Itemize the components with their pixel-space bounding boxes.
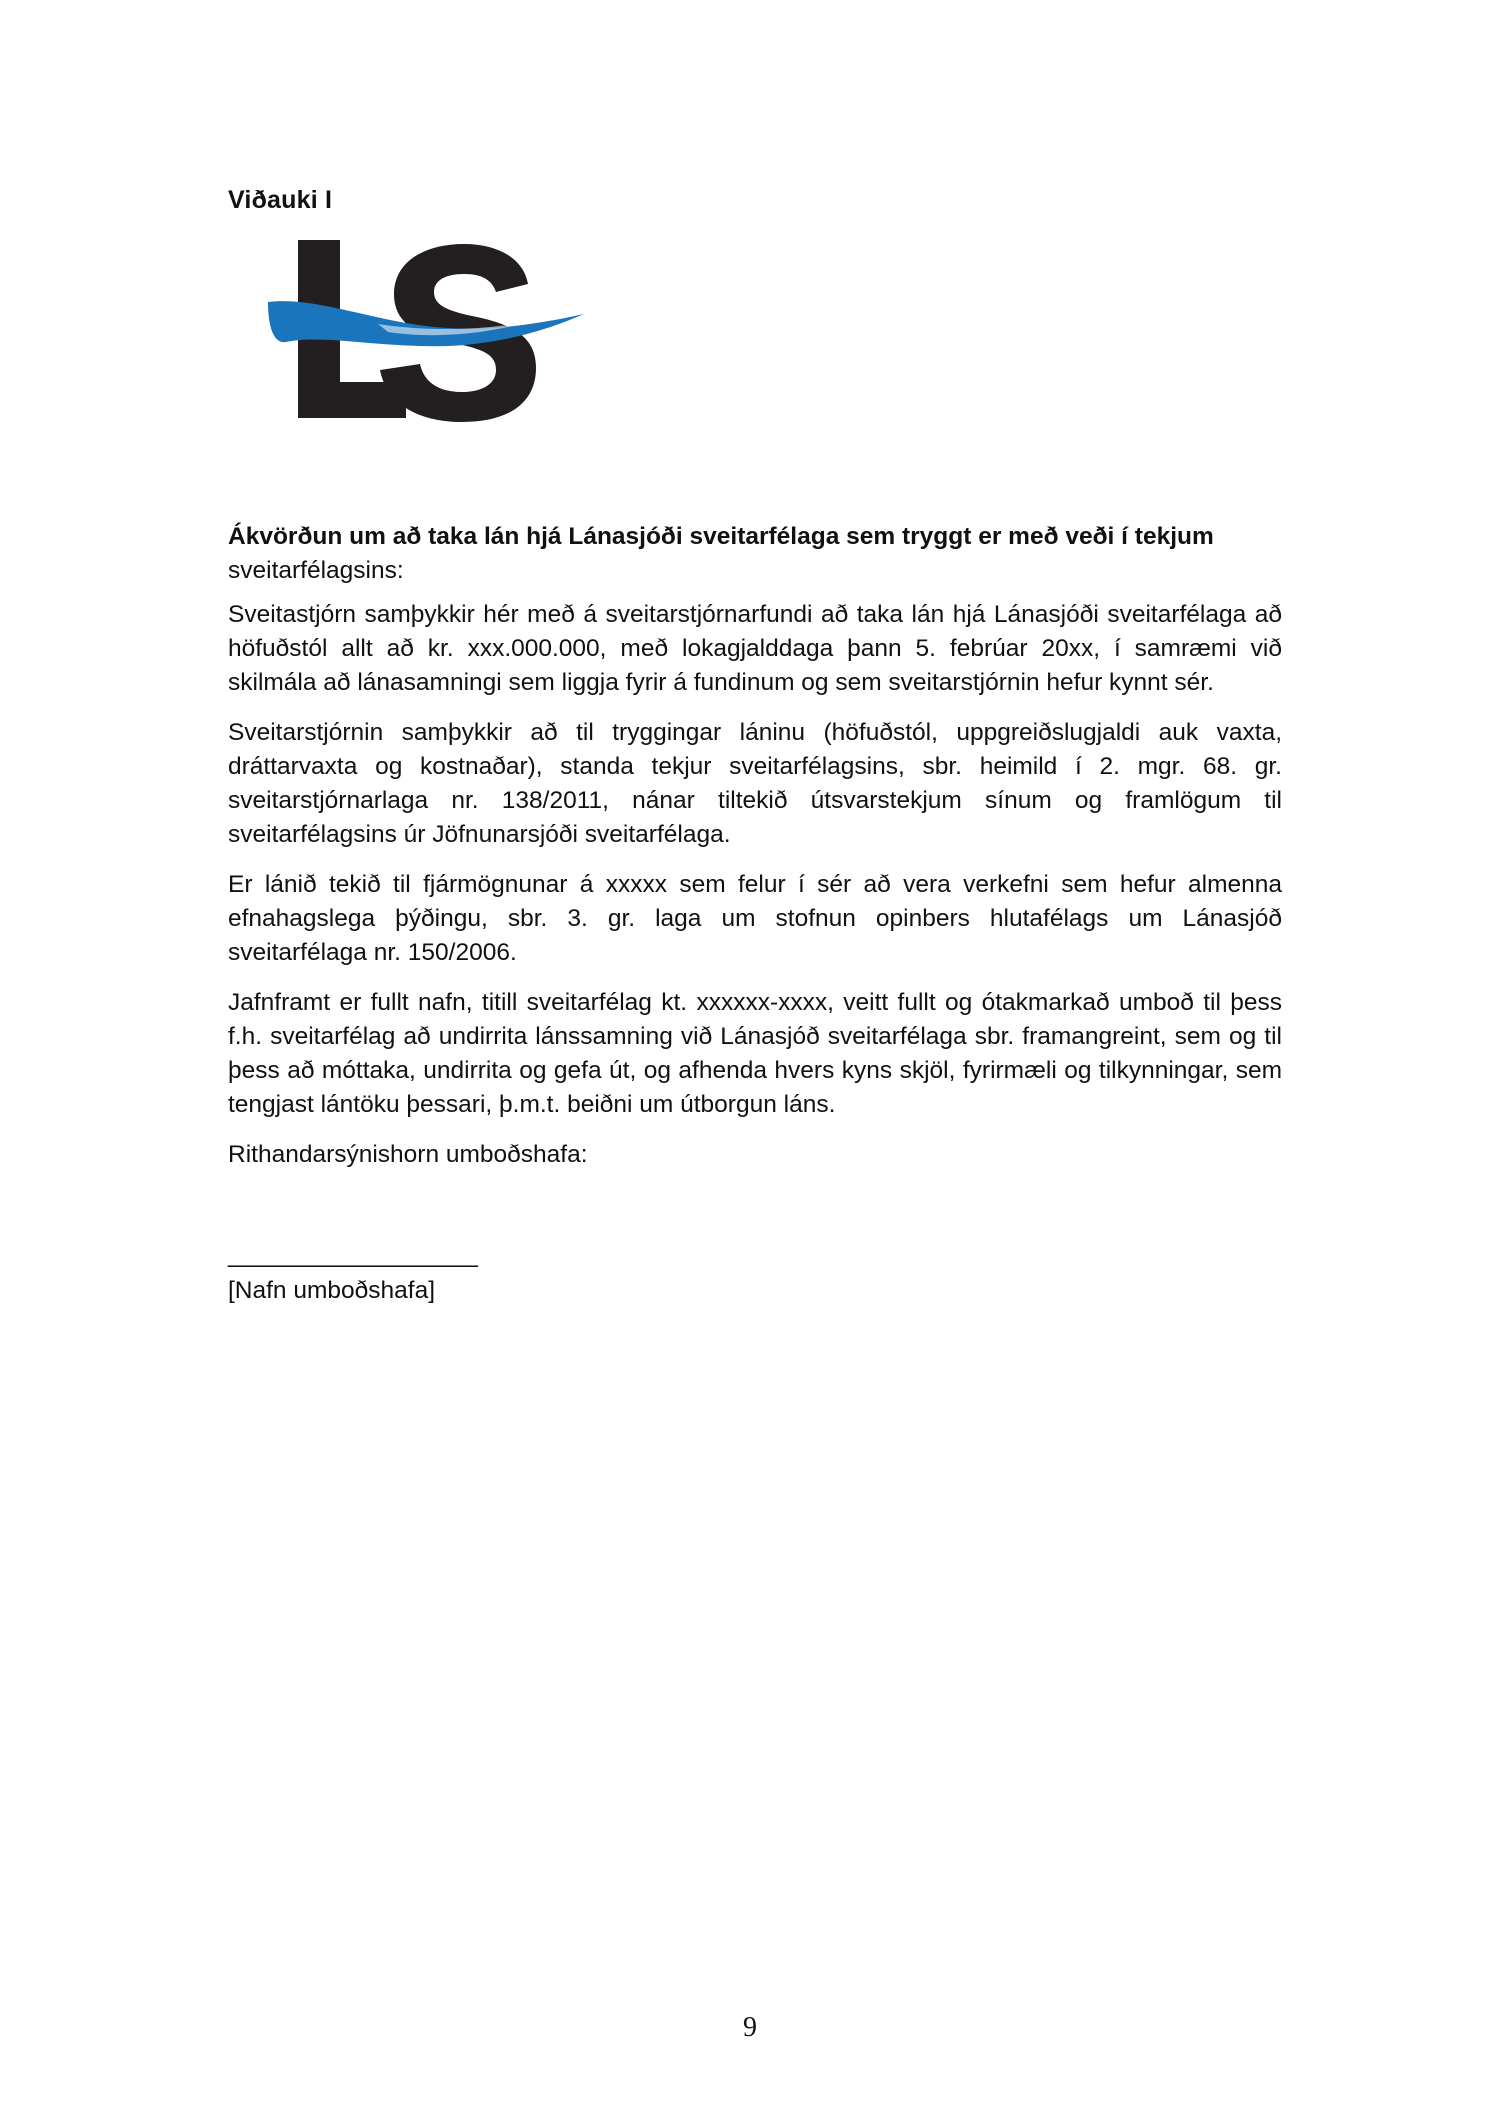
decision-heading: [228, 520, 1282, 588]
ls-logo: [228, 232, 608, 454]
page-number: 9: [743, 2012, 757, 2043]
paragraph-purpose: Er lánið tekið til fjármögnunar á xxxxx sem felur í sér að vera verkefni sem hefur almenna efnahagslega þýðingu, sbr. 3. gr. laga um stofnun opinbers hlutafélags um Lánasjóð sveitarfélaga nr. 150/2006.: [228, 871, 1282, 966]
appendix-label: Viðauki I: [228, 186, 333, 214]
signature-line: ___________________: [228, 1241, 478, 1268]
paragraph-approval: Sveitastjórn samþykkir hér með á sveitarstjórnarfundi að taka lán hjá Lánasjóði sveitarfélaga að höfuðstól allt að kr. xxx.000.000, með lokagjalddaga þann 5. febrúar 20xx, í samræmi við skilmála að lánasamningi sem liggja fyrir á fundinum og sem sveitarstjórnin hefur kynnt sér.: [228, 601, 1282, 696]
document-body: [228, 520, 1282, 1188]
paragraph-collateral: Sveitarstjórnin samþykkir að til tryggingar láninu (höfuðstól, uppgreiðslugjaldi auk vaxta, dráttarvaxta og kostnaðar), standa tekjur sveitarfélagsins, sbr. heimild í 2. mgr. 68. gr. sveitarstjórnarlaga nr. 138/2011, nánar tiltekið útsvarstekjum sínum og framlögum til sveitarfélagsins úr Jöfnunarsjóði sveitarfélaga.: [228, 719, 1282, 848]
heading-continuation: sveitarfélagsins:: [228, 557, 404, 584]
paragraph-signature-specimen: Rithandarsýnishorn umboðshafa:: [228, 1141, 588, 1168]
signer-name: [Nafn umboðshafa]: [228, 1277, 436, 1304]
heading-bold-text: Ákvörðun um að taka lán hjá Lánasjóði sveitarfélaga sem tryggt er með veði í tekjum: [228, 523, 1214, 550]
paragraph-authorization: Jafnframt er fullt nafn, titill sveitarfélag kt. xxxxxx-xxxx, veitt fullt og ótakmarkað umboð til þess f.h. sveitarfélag að undirrita lánssamning við Lánasjóð sveitarfélaga sbr. framangreint, sem og til þess að móttaka, undirrita og gefa út, og afhenda hvers kyns skjöl, fyrirmæli og tilkynningar, sem tengjast lántöku þessari, þ.m.t. beiðni um útborgun láns.: [228, 989, 1282, 1118]
